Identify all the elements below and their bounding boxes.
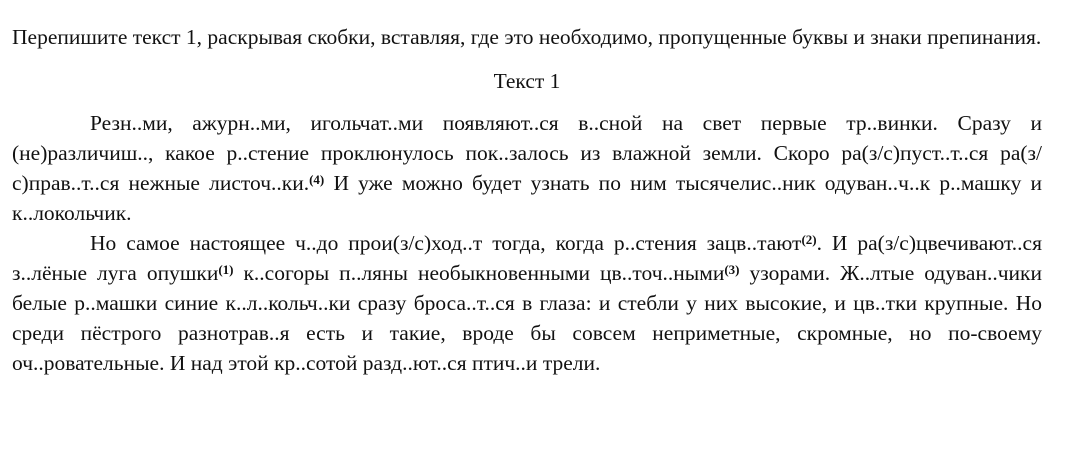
document-page: [12, 22, 1042, 378]
footnote-marker-3: (3): [724, 262, 740, 277]
footnote-marker-4: (4): [309, 172, 325, 187]
paragraph-2: [12, 228, 1042, 378]
paragraph-1-part-1: Резн..ми, ажурн..ми, игольчат..ми появляют..ся в..сной на свет первые тр..винки. Сразу и (не)различиш.., какое р..стение проклюнулось пок..залось из влажной земли. Скоро ра(з/с)пуст..т..ся ра(з/с)прав..т..ся нежные листоч..ки.: [12, 111, 1042, 195]
paragraph-2-part-3: к..согоры п..ляны необыкновенными цв..точ..ными: [233, 261, 725, 285]
paragraph-2-part-1: Но самое настоящее ч..до прои(з/с)ход..т тогда, когда р..стения зацв..тают: [90, 231, 802, 255]
paragraph-1-part-2: И уже можно будет узнать по ним тысячелис..ник одуван..ч..к р..машку и к..локольчик.: [12, 171, 1042, 225]
footnote-marker-2: (2): [801, 232, 817, 247]
paragraph-2-part-4: узорами. Ж..лтые одуван..чики белые р..машки синие к..л..кольч..ки сразу броса..т..ся в глаза: и стебли у них высокие, и цв..тки крупные. Но среди пёстрого разнотрав..я есть и такие, вроде бы совсем неприметные, скромные, но по-своему оч..ровательные. И над этой кр..сотой разд..ют..ся птич..и трели.: [12, 261, 1042, 375]
footnote-marker-1: (1): [218, 262, 234, 277]
paragraph-2-part-2: . И ра(з/с)цвечивают..ся з..лёные луга опушки: [12, 231, 1042, 285]
text-title: Текст 1: [493, 69, 561, 93]
paragraph-1: [12, 108, 1042, 228]
task-instruction: Перепишите текст 1, раскрывая скобки, вставляя, где это необходимо, пропущенные буквы и знаки препинания.: [12, 25, 1042, 49]
